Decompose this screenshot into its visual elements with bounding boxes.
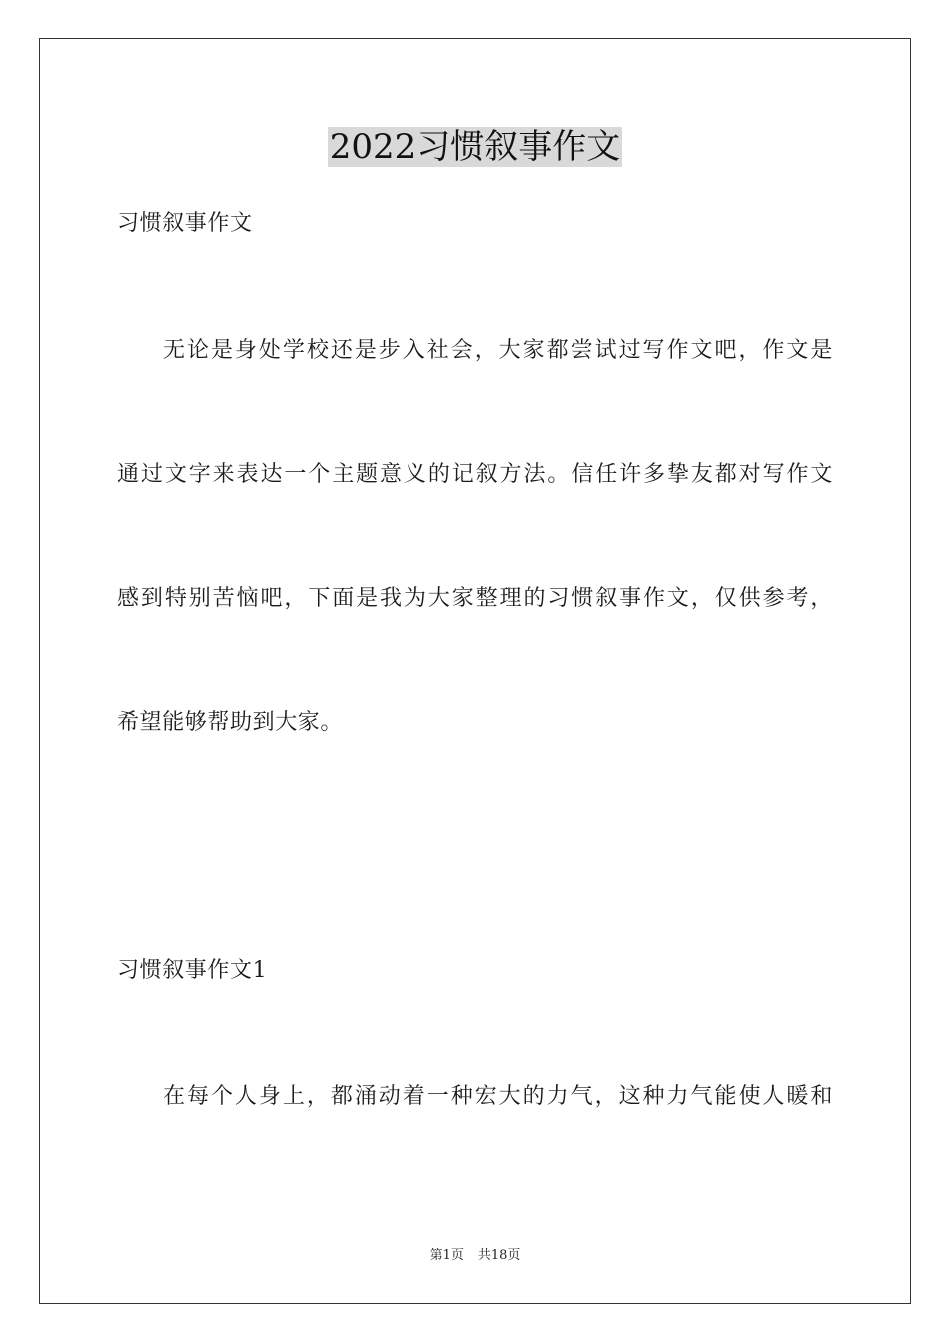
- paragraph-line: 希望能够帮助到大家。: [117, 710, 344, 735]
- section-heading: 习惯叙事作文1: [117, 958, 268, 983]
- paragraph-line: 通过文字来表达一个主题意义的记叙方法。信任许多挚友都对写作文: [117, 462, 833, 487]
- paragraph-line: 无论是身处学校还是步入社会，大家都尝试过写作文吧，作文是: [163, 338, 833, 363]
- page-number: 第1页: [429, 1248, 464, 1263]
- paragraph-line: 感到特别苦恼吧，下面是我为大家整理的习惯叙事作文，仅供参考，: [117, 586, 833, 611]
- title-container: [0, 127, 950, 167]
- document-title: 2022习惯叙事作文: [329, 127, 621, 167]
- section-heading: 习惯叙事作文: [117, 211, 253, 236]
- page-total: 共18页: [477, 1248, 521, 1263]
- paragraph-line: 在每个人身上，都涌动着一种宏大的力气，这种力气能使人暖和: [163, 1084, 833, 1109]
- page-footer: [0, 1247, 950, 1265]
